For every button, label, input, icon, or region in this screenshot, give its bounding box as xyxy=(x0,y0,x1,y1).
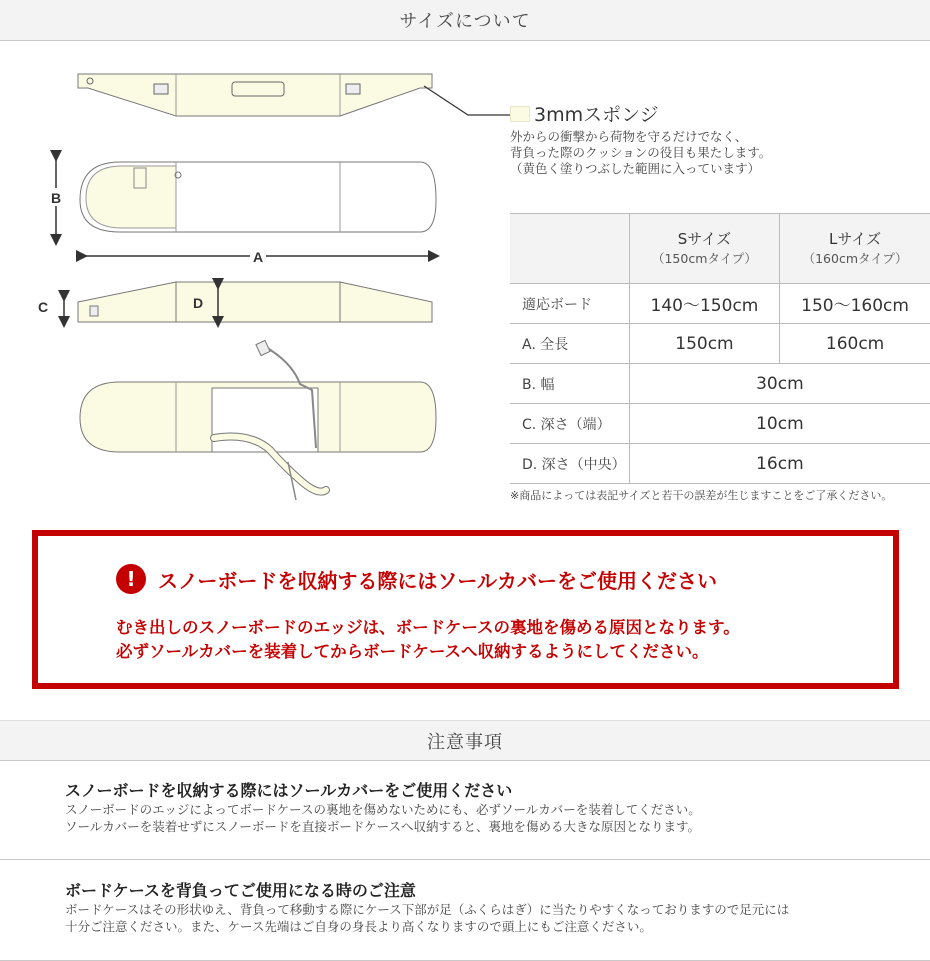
case-back-view xyxy=(80,340,436,500)
dimension-label-d: D xyxy=(192,295,204,311)
table-row xyxy=(510,364,930,404)
col-l-sub: （160cmタイプ） xyxy=(802,250,908,266)
exclamation-icon: ! xyxy=(116,564,146,594)
note-item xyxy=(65,881,885,935)
row-value-both: 30cm xyxy=(629,364,930,404)
section-title-size: サイズについて xyxy=(399,11,531,32)
sponge-title xyxy=(510,100,930,127)
size-table-note: ※商品によっては表記サイズと若干の誤差が生じますことをご了承ください。 xyxy=(510,489,893,502)
sponge-description: 外からの衝撃から荷物を守るだけでなく、 背負った際のクッションの役目も果たします。 （黄色く塗りつぶした範囲に入っています） xyxy=(510,129,772,176)
divider xyxy=(0,859,930,860)
table-row xyxy=(510,444,930,484)
col-l-name: Lサイズ xyxy=(828,229,882,248)
row-value-s: 140〜150cm xyxy=(629,284,779,324)
note-heading: スノーボードを収納する際にはソールカバーをご使用ください xyxy=(65,781,513,800)
size-table-corner xyxy=(510,214,629,284)
note-body: ボードケースはその形状ゆえ、背負って移動する際にケース下部が足（ふくらはぎ）に当たりやすくなっておりますので足元には 十分ご注意ください。また、ケース先端はご自身の身長より高くなりますので頭上にもご注意ください。 xyxy=(65,902,790,934)
row-label: D. 深さ（中央） xyxy=(510,444,629,484)
dimension-label-c: C xyxy=(37,299,49,315)
row-value-l: 160cm xyxy=(780,324,930,364)
section-header-notes xyxy=(0,720,930,761)
warning-title: スノーボードを収納する際にはソールカバーをご使用ください xyxy=(158,568,717,593)
sponge-info xyxy=(510,100,930,177)
col-s-sub: （150cmタイプ） xyxy=(651,250,757,266)
case-top-view xyxy=(80,162,436,232)
row-label: A. 全長 xyxy=(510,324,629,364)
dimension-label-a: A xyxy=(252,249,264,265)
size-table-col-s xyxy=(629,214,779,284)
warning-title-row xyxy=(116,564,717,594)
size-table xyxy=(510,213,930,484)
row-value-both: 10cm xyxy=(629,404,930,444)
row-label: C. 深さ（端） xyxy=(510,404,629,444)
table-row xyxy=(510,284,930,324)
case-side-view-depth xyxy=(78,282,432,322)
note-body: スノーボードのエッジによってボードケースの裏地を傷めないためにも、必ずソールカバーを装着してください。 ソールカバーを装着せずにスノーボードを直接ボードケースへ収納すると、裏地を傷める大きな原因となります。 xyxy=(65,802,701,834)
row-label: B. 幅 xyxy=(510,364,629,404)
section-title-notes: 注意事項 xyxy=(427,731,503,753)
case-side-view-top xyxy=(78,74,432,116)
row-value-both: 16cm xyxy=(629,444,930,484)
sponge-color-swatch xyxy=(510,106,530,122)
col-s-name: Sサイズ xyxy=(677,229,732,248)
size-table-header xyxy=(510,214,930,284)
note-heading: ボードケースを背負ってご使用になる時のご注意 xyxy=(65,881,416,900)
dimension-label-b: B xyxy=(50,190,62,206)
row-label: 適応ボード xyxy=(510,284,629,324)
note-item xyxy=(65,781,885,835)
table-row xyxy=(510,404,930,444)
row-value-l: 150〜160cm xyxy=(780,284,930,324)
warning-body: むき出しのスノーボードのエッジは、ボードケースの裏地を傷める原因となります。 必ずソールカバーを装着してからボードケースへ収納するようにしてください。 xyxy=(116,618,740,661)
section-header-size xyxy=(0,0,930,41)
row-value-s: 150cm xyxy=(629,324,779,364)
warning-box xyxy=(32,530,899,689)
table-row xyxy=(510,324,930,364)
size-table-col-l xyxy=(780,214,930,284)
sponge-title-text: 3mmスポンジ xyxy=(534,104,659,126)
